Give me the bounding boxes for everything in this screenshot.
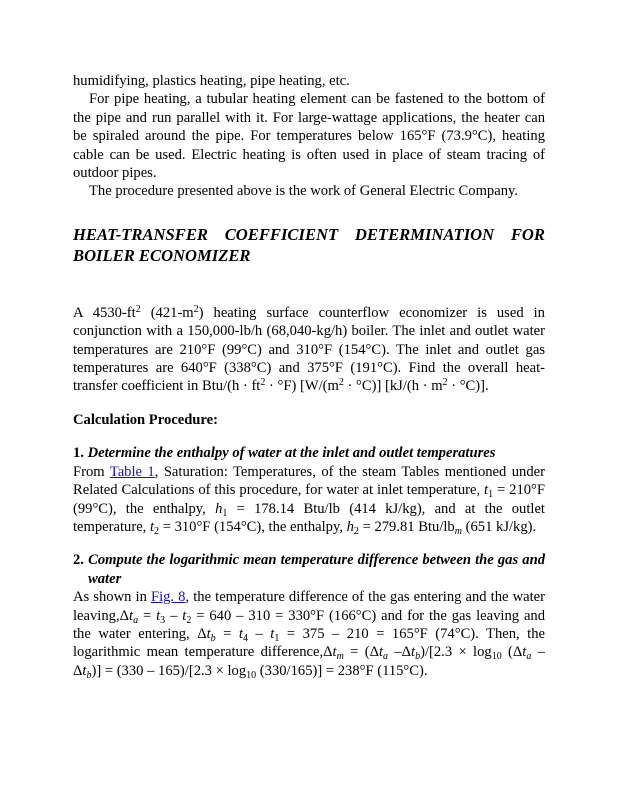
document-page [73, 72, 545, 680]
paragraph-pipe-heating: For pipe heating, a tubular heating element can be fastened to the bottom of the pipe and run parallel with it. For large-wattage applications, the heater can be spiraled around the pipe. For temperatures below 165°F (73.9°C), heating cable can be used. Electric heating is often used in place of steam tracing of outdoor pipes. [73, 91, 545, 182]
step-1-heading: 1. Determine the enthalpy of water at the inlet and outlet temperatures [73, 445, 496, 462]
paragraph-attribution: The procedure presented above is the work of General Electric Company. [89, 183, 518, 200]
calculation-procedure-heading: Calculation Procedure: [73, 411, 218, 428]
problem-statement: A $4530-ft^2$ $(421-m^2)$ heating surface counterflow economizer is used in conjunction with a 150,000-lb/h (68,040-kg/h) boiler. The inlet and outlet water temperatures are 210°F (99°C) and 310°F (154°C). The inlet and outlet gas temperatures are 640°F (338°C) and 375°F (191°C). Find the overall heat-transfer coefficient in $Btu/(h \cdot ft^2 \cdot ^\circ F)$ $[W/(m^2 \cdot ^\circ C)] [kJ/(h \cdot m^2 \cdot ^\circ C)]$. [73, 303, 545, 395]
table-1-link[interactable]: Table 1 [109, 463, 155, 480]
step-1-body: From Table 1, Saturation: Temperatures, of the steam Tables mentioned under Related Calculations of this procedure, for water at inlet temperature, $t_1 = 210^\circ F$ (99°C), the enthalpy, $h_1 = 178.14$ Btu/lb (414 kJ/kg), and at the outlet temperature, $t_2 = 310^\circ F$ (154°C), the enthalpy, $h_2 = 279.81$ Btu/$lb_m$ (651 kJ/kg). [73, 463, 545, 537]
step-2-body: As shown in Fig. 8, the temperature difference of the gas entering and the water $leaving,\Delta t_a = t_3 - t_2 = 640 - 310 = 330^\circ F$ (166°C) and for the gas leaving and the water entering, $\Delta t_b = t_4 - t_1 = 375 - 210 = 165^\circ F$ (74°C). Then, the logarithmic mean temperature $difference,\Delta t_m = (\Delta t_a$ $-\Delta t_b)/[2.3 \times \log_{10} (\Delta t_a$ $-\Delta t_b)] = (330 - 165)/[2.3 \times \log_{10} (330/165)] = 238^\circ F$ (115°C). [73, 589, 546, 681]
section-title: HEAT-TRANSFER COEFFICIENT DETERMINATION FOR BOILER ECONOMIZER [73, 224, 545, 265]
fig-8-link[interactable]: Fig. 8 [150, 589, 186, 606]
paragraph-continued: humidifying, plastics heating, pipe heating, etc. [73, 73, 350, 89]
step-2-heading: 2. Compute the logarithmic mean temperature difference between the gas and water [73, 552, 545, 587]
